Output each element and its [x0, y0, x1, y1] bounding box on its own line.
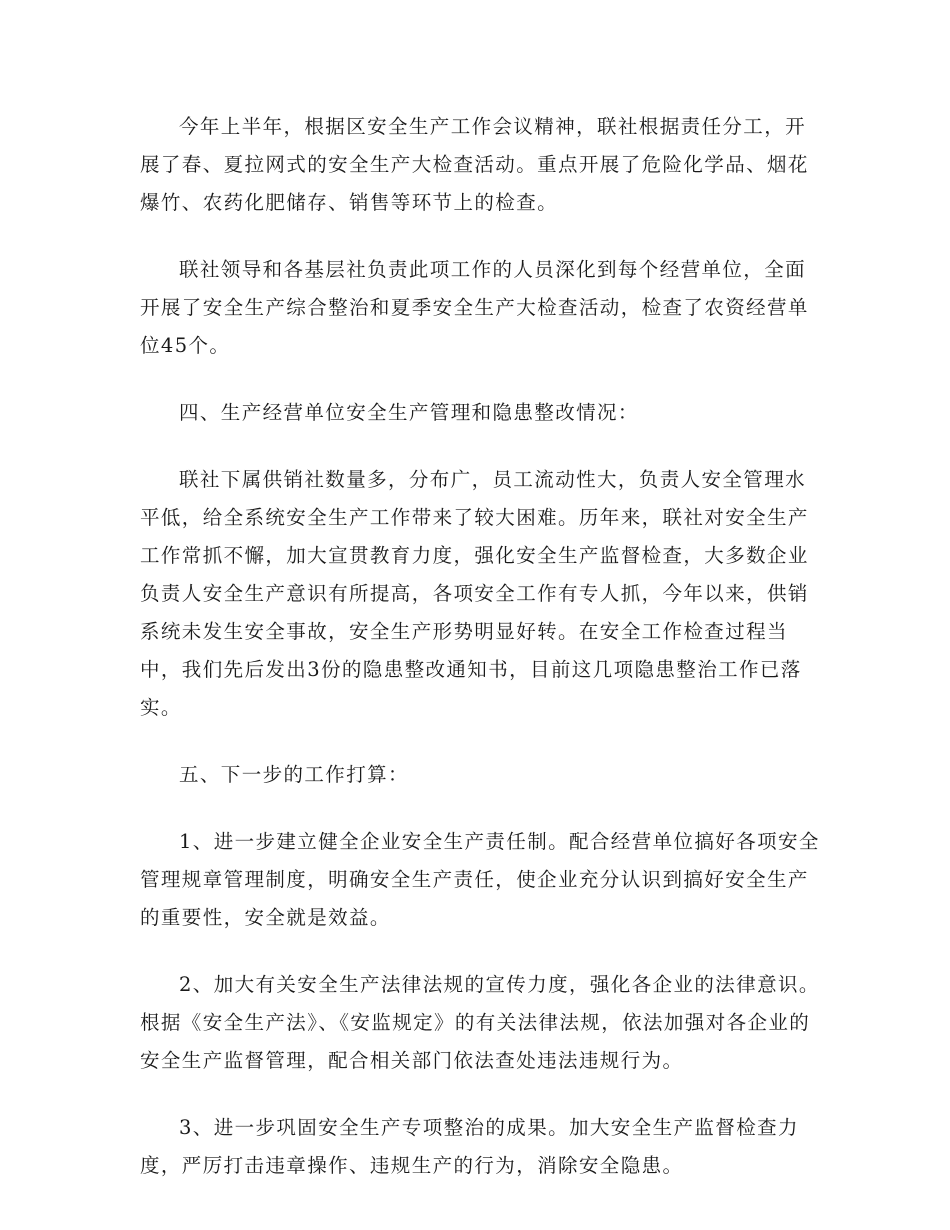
document-body: [140, 108, 820, 1214]
list-item-plan-2: 2、加大有关安全生产法律法规的宣传力度，强化各企业的法律意识。根据《安全生产法》、《安监规定》的有关法律法规，依法加强对各企业的安全生产监督管理，配合相关部门依法查处违法违规行为。: [140, 973, 820, 1072]
paragraph-hazard-rectification: 联社下属供销社数量多，分布广，员工流动性大，负责人安全管理水平低，给全系统安全生产工作带来了较大困难。历年来，联社对安全生产工作常抓不懈，加大宣贯教育力度，强化安全生产监督检查，大多数企业负责人安全生产意识有所提高，各项安全工作有专人抓，今年以来，供销系统未发生安全事故，安全生产形势明显好转。在安全工作检查过程当中，我们先后发出3份的隐患整改通知书，目前这几项隐患整治工作已落实。: [140, 468, 809, 719]
paragraph-leadership-inspection: 联社领导和各基层社负责此项工作的人员深化到每个经营单位，全面开展了安全生产综合整治和夏季安全生产大检查活动，检查了农资经营单位45个。: [140, 258, 809, 357]
list-item-plan-3: 3、进一步巩固安全生产专项整治的成果。加大安全生产监督检查力度，严厉打击违章操作、违规生产的行为，消除安全隐患。: [140, 1116, 799, 1177]
section-heading-four: 四、生产经营单位安全生产管理和隐患整改情况：: [179, 401, 639, 424]
paragraph-inspection-activities: 今年上半年，根据区安全生产工作会议精神，联社根据责任分工，开展了春、夏拉网式的安全生产大检查活动。重点开展了危险化学品、烟花爆竹、农药化肥储存、销售等环节上的检查。: [140, 115, 809, 214]
section-heading-five: 五、下一步的工作打算：: [179, 763, 409, 786]
list-item-plan-1: 1、进一步建立健全企业安全生产责任制。配合经营单位搞好各项安全管理规章管理制度，明确安全生产责任，使企业充分认识到搞好安全生产的重要性，安全就是效益。: [140, 830, 820, 929]
